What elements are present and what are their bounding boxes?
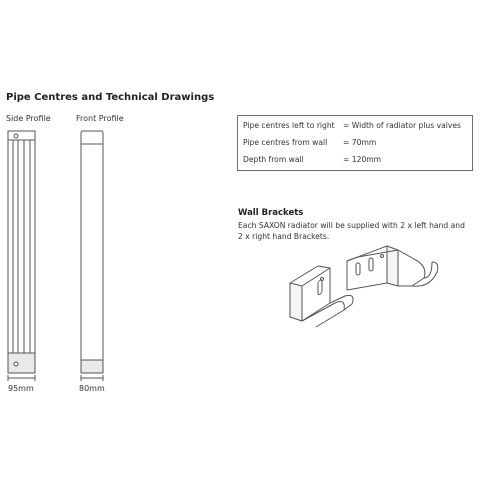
spec-value: = Width of radiator plus valves [343, 121, 461, 130]
spec-label: Depth from wall [243, 155, 304, 164]
wall-brackets-line: Each SAXON radiator will be supplied with 2 x left hand and [238, 221, 465, 230]
front-width-label: 80mm [79, 384, 105, 393]
spec-label: Pipe centres left to right [243, 121, 335, 130]
spec-label: Pipe centres from wall [243, 138, 328, 147]
wall-brackets-line: 2 x right hand Brackets. [238, 232, 330, 241]
side-profile-label: Side Profile [6, 114, 51, 123]
side-width-label: 95mm [8, 384, 34, 393]
page-title: Pipe Centres and Technical Drawings [6, 92, 215, 103]
wall-brackets-title: Wall Brackets [238, 208, 304, 218]
spec-value: = 70mm [343, 138, 377, 147]
spec-value: = 120mm [343, 155, 382, 164]
front-profile-label: Front Profile [76, 114, 124, 123]
